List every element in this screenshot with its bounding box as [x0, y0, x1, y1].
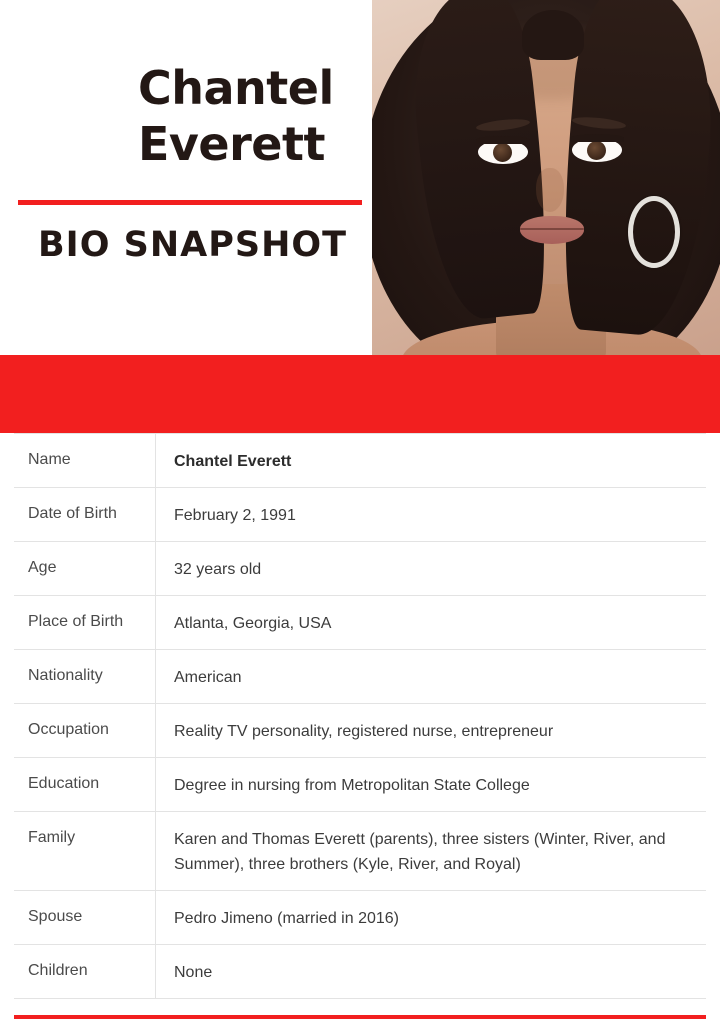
row-label: Spouse — [14, 891, 156, 944]
row-label: Nationality — [14, 650, 156, 703]
iris-right — [587, 141, 606, 160]
table-row — [14, 433, 706, 488]
table-row — [14, 488, 706, 542]
hoop-earring-icon — [628, 196, 680, 268]
row-label: Family — [14, 812, 156, 890]
row-value: Atlanta, Georgia, USA — [174, 615, 332, 632]
row-label: Name — [14, 434, 156, 487]
title-divider — [18, 200, 362, 205]
lips-shape — [520, 216, 584, 244]
row-value: 32 years old — [174, 561, 262, 578]
row-label: Age — [14, 542, 156, 595]
row-value: February 2, 1991 — [174, 507, 296, 524]
table-row — [14, 704, 706, 758]
row-value: Pedro Jimeno (married in 2016) — [174, 910, 399, 927]
name-line-last: Everett — [138, 117, 325, 171]
eyelash-left — [476, 136, 530, 144]
row-value: American — [174, 669, 242, 686]
card-header — [0, 0, 720, 355]
table-row — [14, 758, 706, 812]
nose-shape — [536, 168, 564, 212]
row-label: Education — [14, 758, 156, 811]
table-row — [14, 945, 706, 999]
row-value: Reality TV personality, registered nurse, entrepreneur — [174, 723, 554, 740]
row-label: Children — [14, 945, 156, 998]
eyelash-right — [570, 134, 624, 142]
section-title: BIO SNAPSHOT — [38, 225, 348, 265]
portrait-image — [372, 0, 720, 355]
table-row — [14, 596, 706, 650]
row-label: Date of Birth — [14, 488, 156, 541]
header-left — [0, 0, 372, 355]
row-label: Place of Birth — [14, 596, 156, 649]
page-title — [0, 60, 372, 172]
portrait-illustration — [372, 0, 720, 355]
table-row — [14, 650, 706, 704]
row-value: Karen and Thomas Everett (parents), three sisters (Winter, River, and Summer), three brothers (Kyle, River, and Royal) — [174, 831, 666, 873]
row-value: Chantel Everett — [174, 453, 292, 470]
row-label: Occupation — [14, 704, 156, 757]
table-row — [14, 542, 706, 596]
row-value: None — [174, 964, 213, 981]
table-row — [14, 891, 706, 945]
hair-part-shape — [522, 10, 584, 60]
row-value: Degree in nursing from Metropolitan State College — [174, 777, 530, 794]
iris-left — [493, 143, 512, 162]
lip-line — [520, 228, 584, 230]
bio-table — [0, 433, 720, 999]
red-accent-band — [0, 355, 720, 433]
bottom-divider — [14, 1015, 706, 1019]
table-row — [14, 812, 706, 891]
name-line-first: Chantel — [138, 61, 334, 115]
